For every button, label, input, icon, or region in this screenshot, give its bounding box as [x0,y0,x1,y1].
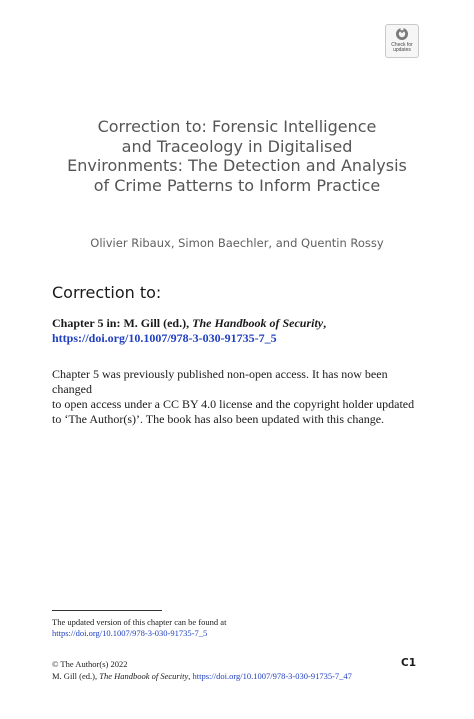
citation-separator: , [188,670,193,681]
authors: Olivier Ribaux, Simon Baechler, and Quentin Rossy [90,236,384,250]
copyright-notice: © The Author(s) 2022 [52,659,128,669]
check-for-updates-icon [395,27,409,41]
chapter-doi-link[interactable]: https://doi.org/10.1007/978-3-030-91735-7_5 [52,331,277,345]
badge-label-line2: updates [393,47,411,53]
page-footer [52,659,352,682]
footnote [52,617,226,639]
correction-body [52,367,424,427]
chapter-title [40,117,434,195]
body-line2: to open access under a CC BY 4.0 license and the copyright holder updated [52,397,415,411]
book-title: The Handbook of Security [192,316,324,330]
footnote-doi-link[interactable]: https://doi.org/10.1007/978-3-030-91735-7_5 [52,628,208,638]
chapter-reference [52,316,326,346]
footnote-text: The updated version of this chapter can be found at [52,617,227,627]
chapter-title-line4: of Crime Patterns to Inform Practice [93,175,381,195]
citation-doi-link[interactable]: https://doi.org/10.1007/978-3-030-91735-7_47 [192,670,352,681]
citation-prefix: M. Gill (ed.), [52,670,100,681]
chapter-reference-prefix: Chapter 5 in: M. Gill (ed.), [52,316,193,330]
body-line3: to ‘The Author(s)’. The book has also been updated with this change. [52,412,385,426]
citation-book-title: The Handbook of Security [99,670,189,681]
badge-label-line1: Check for [391,42,413,48]
footnote-divider [52,610,162,611]
chapter-title-line1: Correction to: Forensic Intelligence [97,117,377,136]
check-for-updates-badge[interactable] [385,24,419,58]
chapter-reference-comma: , [323,316,327,330]
page-number: C1 [401,657,417,669]
chapter-title-line2: and Traceology in Digitalised [121,136,353,156]
section-heading: Correction to: [52,283,162,302]
body-line1: Chapter 5 was previously published non-open access. It has now been changed [52,367,388,396]
chapter-title-line3: Environments: The Detection and Analysis [67,156,407,175]
